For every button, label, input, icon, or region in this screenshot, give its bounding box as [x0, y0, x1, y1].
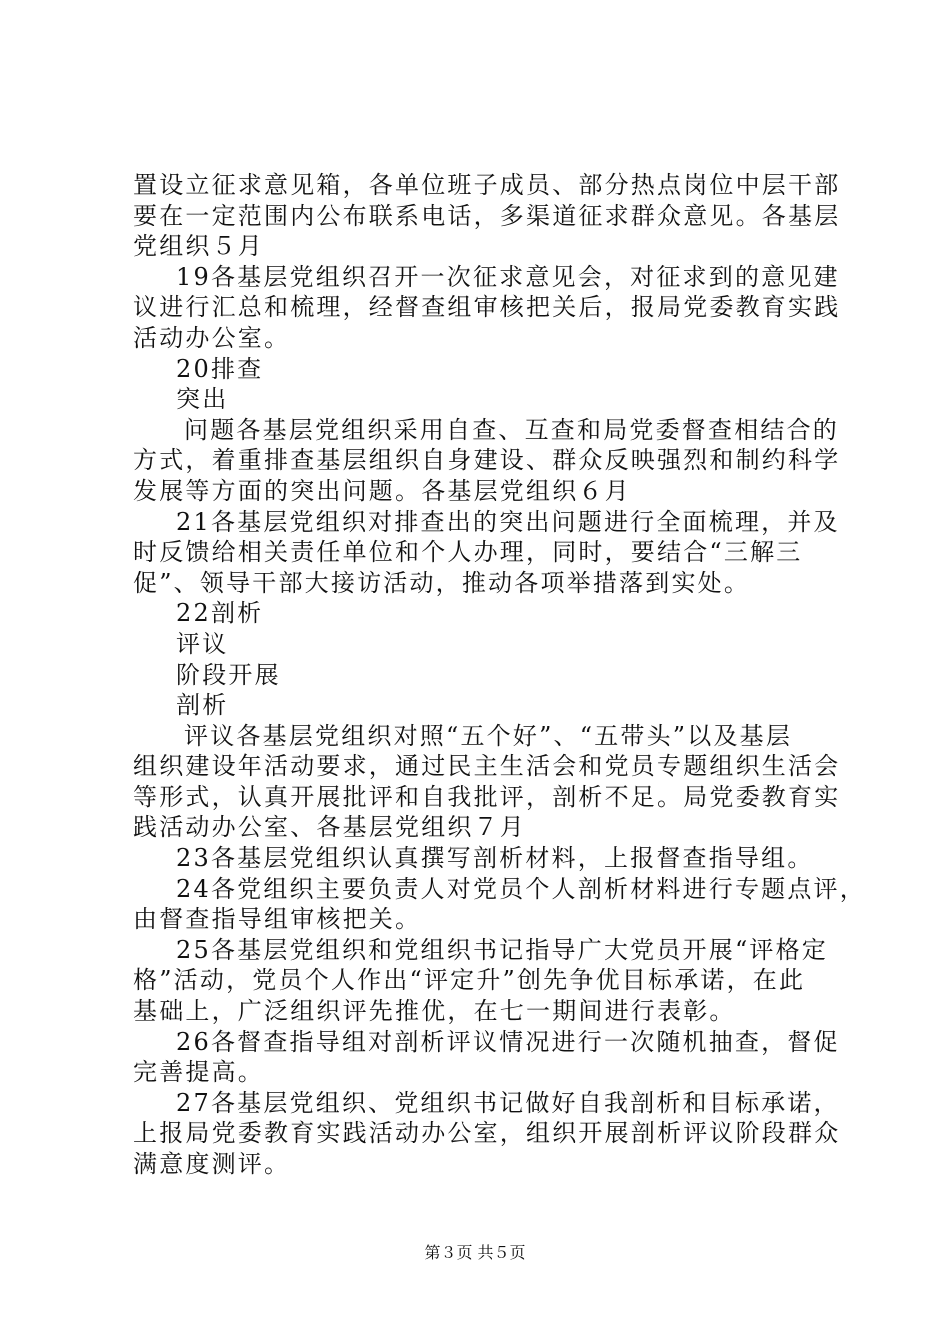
text-line: 20排查	[176, 354, 264, 383]
text-line: 满意度测评。	[133, 1150, 291, 1178]
document-body	[133, 170, 866, 1180]
text-line: 评议	[176, 629, 229, 658]
text-line: 21各基层党组织对排查出的突出问题进行全面梳理，并及	[176, 507, 840, 536]
text-line: 方式，着重排查基层组织自身建设、群众反映强烈和制约科学	[133, 446, 841, 475]
text-line: 27各基层党组织、党组织书记做好自我剖析和目标承诺，	[176, 1088, 840, 1117]
text-line: 上报局党委教育实践活动办公室，组织开展剖析评议阶段群众	[133, 1119, 841, 1148]
text-line: 发展等方面的突出问题。各基层党组织６月	[133, 476, 631, 505]
text-line: 26各督查指导组对剖析评议情况进行一次随机抽查，督促	[176, 1027, 840, 1056]
text-line: 24各党组织主要负责人对党员个人剖析材料进行专题点评，	[176, 874, 866, 903]
text-line: 22剖析	[176, 599, 264, 628]
text-line: 议进行汇总和梳理，经督查组审核把关后，报局党委教育实践	[133, 293, 841, 322]
text-line: 阶段开展	[176, 660, 281, 689]
page-number-footer: 第３页 共５页	[424, 1243, 526, 1262]
text-line: 完善提高。	[133, 1058, 264, 1087]
text-line: 23各基层党组织认真撰写剖析材料，上报督查指导组。	[176, 844, 814, 873]
text-line: 促”、领导干部大接访活动，推动各项举措落到实处。	[133, 568, 751, 597]
text-line: 等形式，认真开展批评和自我批评，剖析不足。局党委教育实	[133, 782, 841, 811]
text-line: 基础上，广泛组织评先推优，在七一期间进行表彰。	[133, 997, 736, 1026]
text-line: 评议各基层党组织对照“五个好”、“五带头”以及基层	[184, 721, 793, 750]
text-line: 剖析	[176, 691, 229, 720]
text-line: 突出	[176, 385, 229, 414]
text-line: 组织建设年活动要求，通过民主生活会和党员专题组织生活会	[133, 752, 841, 781]
text-line: 置设立征求意见箱，各单位班子成员、部分热点岗位中层干部	[133, 171, 841, 199]
text-line: 活动办公室。	[133, 323, 291, 352]
text-line: 格”活动，党员个人作出“评定升”创先争优目标承诺，在此	[133, 966, 806, 995]
text-line: 19各基层党组织召开一次征求意见会，对征求到的意见建	[176, 262, 840, 291]
text-line: 问题各基层党组织采用自查、互查和局党委督查相结合的	[184, 415, 839, 444]
text-line: 由督查指导组审核把关。	[133, 905, 422, 934]
text-line: 25各基层党组织和党组织书记指导广大党员开展“评格定	[176, 935, 829, 964]
text-line: 要在一定范围内公布联系电话，多渠道征求群众意见。各基层	[133, 201, 841, 230]
text-line: 时反馈给相关责任单位和个人办理，同时，要结合“三解三	[133, 538, 803, 567]
text-line: 党组织５月	[133, 232, 264, 261]
text-line: 践活动办公室、各基层党组织７月	[133, 813, 526, 842]
